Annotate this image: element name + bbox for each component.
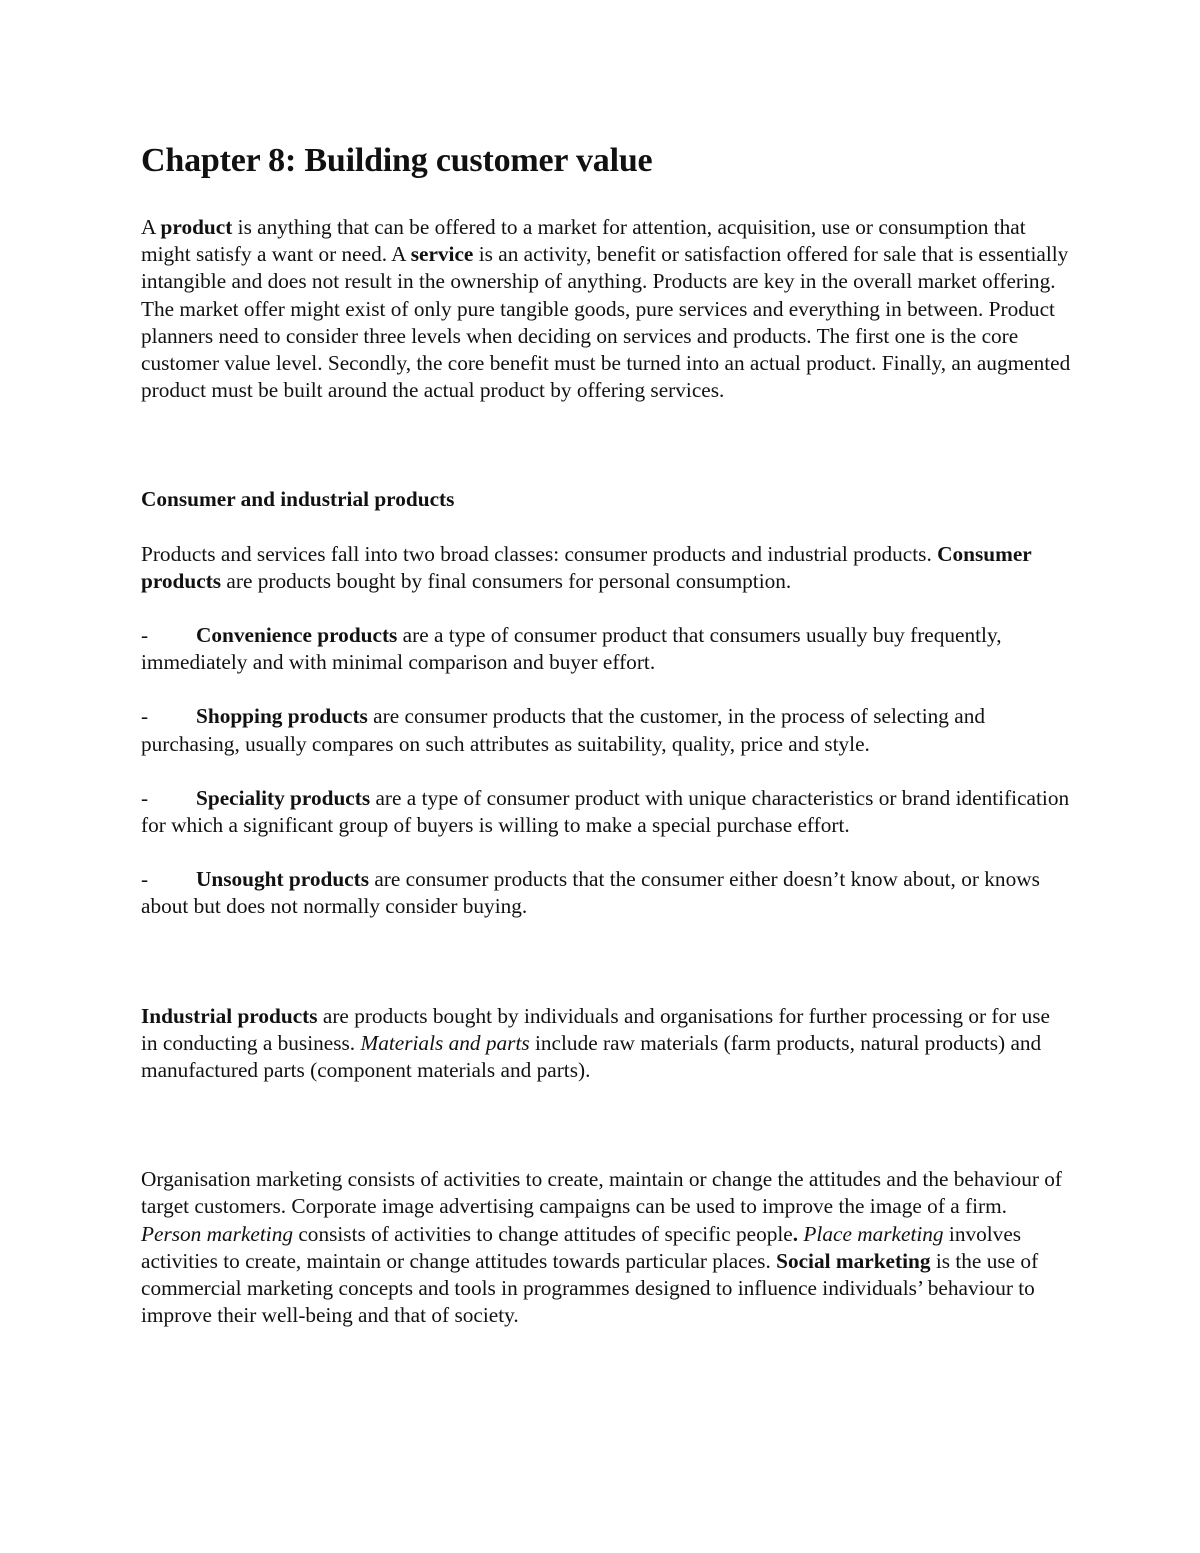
- spacer: [141, 676, 1071, 703]
- term-consumer-products: Consumer products: [141, 541, 1032, 593]
- bullet-text: are consumer products that the customer, in the process of selecting and purchasing, usually compares on such attributes as suitability, quality, price and style.: [141, 704, 985, 756]
- bullet-speciality: [141, 785, 1071, 839]
- term-social-marketing: Social marketing: [776, 1248, 931, 1273]
- intro-text-2: is anything that can be offered to a market for attention, acquisition, use or consumption that might satisfy a want or need. A: [141, 215, 1026, 267]
- bullet-text: are consumer products that the consumer either doesn’t know about, or knows about but does not normally consider buying.: [141, 867, 1040, 919]
- industrial-text-1: are products bought by individuals and organisations for further processing or for use in conducting a business.: [141, 1003, 1050, 1055]
- bullet-dash: -: [141, 623, 149, 648]
- term-convenience-products: Convenience products: [196, 623, 398, 648]
- intro-text-3: is an activity, benefit or satisfaction offered for sale that is essentially intangible and does not result in the ownership of anything. Products are key in the overall market offering. The market offer might exist of only pure tangible goods, pure services and everything in between. Product planners need to consider three levels when deciding on services and products. The first one is the core customer value level. Secondly, the core benefit must be turned into an actual product. Finally, an augmented product must be built around the actual product by offering services.: [141, 242, 1071, 403]
- term-place-marketing: Place marketing: [798, 1221, 944, 1246]
- term-speciality-products: Speciality products: [196, 785, 371, 810]
- page-title: Chapter 8: Building customer value: [141, 142, 653, 179]
- term-product: product: [160, 215, 233, 239]
- spacer: [141, 595, 1071, 622]
- intro-paragraph: [141, 214, 1071, 404]
- organisation-text-1: Organisation marketing consists of activities to create, maintain or change the attitudes and the behaviour of target customers. Corporate image advertising campaigns can be used to improve the image of a firm.: [141, 1167, 1063, 1219]
- bullet-unsought: [141, 866, 1071, 920]
- spacer: [141, 839, 1071, 866]
- organisation-text-3: involves activities to create, maintain or change attitudes towards particular places.: [141, 1221, 1022, 1273]
- spacer: [141, 514, 1071, 541]
- bullet-dash: -: [141, 867, 149, 892]
- industrial-paragraph: [141, 1003, 1071, 1085]
- organisation-paragraph: [141, 1166, 1071, 1329]
- bullet-convenience: [141, 622, 1071, 676]
- industrial-text-2: include raw materials (farm products, natural products) and manufactured parts (component materials and parts).: [141, 1030, 1042, 1083]
- section-heading: Consumer and industrial products: [141, 487, 455, 512]
- term-industrial-products: Industrial products: [141, 1003, 318, 1028]
- bold-period: .: [792, 1221, 799, 1246]
- organisation-text-2: consists of activities to change attitudes of specific people: [293, 1221, 793, 1246]
- term-unsought-products: Unsought products: [196, 867, 369, 892]
- bullet-dash: -: [141, 785, 149, 810]
- term-service: service: [410, 242, 474, 267]
- bullet-text: are a type of consumer product that consumers usually buy frequently, immediately and with minimal comparison and buyer effort.: [141, 623, 1002, 675]
- spacer: [141, 1084, 1071, 1166]
- classes-text-2: are products bought by final consumers for personal consumption.: [221, 568, 792, 593]
- term-shopping-products: Shopping products: [196, 704, 368, 729]
- spacer: [141, 404, 1071, 486]
- term-materials-and-parts: Materials and parts: [360, 1030, 530, 1055]
- spacer: [141, 758, 1071, 785]
- term-person-marketing: Person marketing: [141, 1221, 294, 1246]
- document-page: [141, 138, 1071, 1329]
- classes-paragraph: [141, 541, 1071, 595]
- bullet-dash: -: [141, 704, 149, 729]
- classes-text-1: Products and services fall into two broad classes: consumer products and industrial products.: [141, 541, 938, 566]
- bullet-text: are a type of consumer product with unique characteristics or brand identification for which a significant group of buyers is willing to make a special purchase effort.: [141, 785, 1070, 838]
- bullet-shopping: [141, 703, 1071, 757]
- organisation-text-4: is the use of commercial marketing concepts and tools in programmes designed to influence individuals’ behaviour to improve their well-being and that of society.: [141, 1248, 1039, 1328]
- intro-text-1: A: [141, 215, 161, 239]
- spacer: [141, 921, 1071, 1003]
